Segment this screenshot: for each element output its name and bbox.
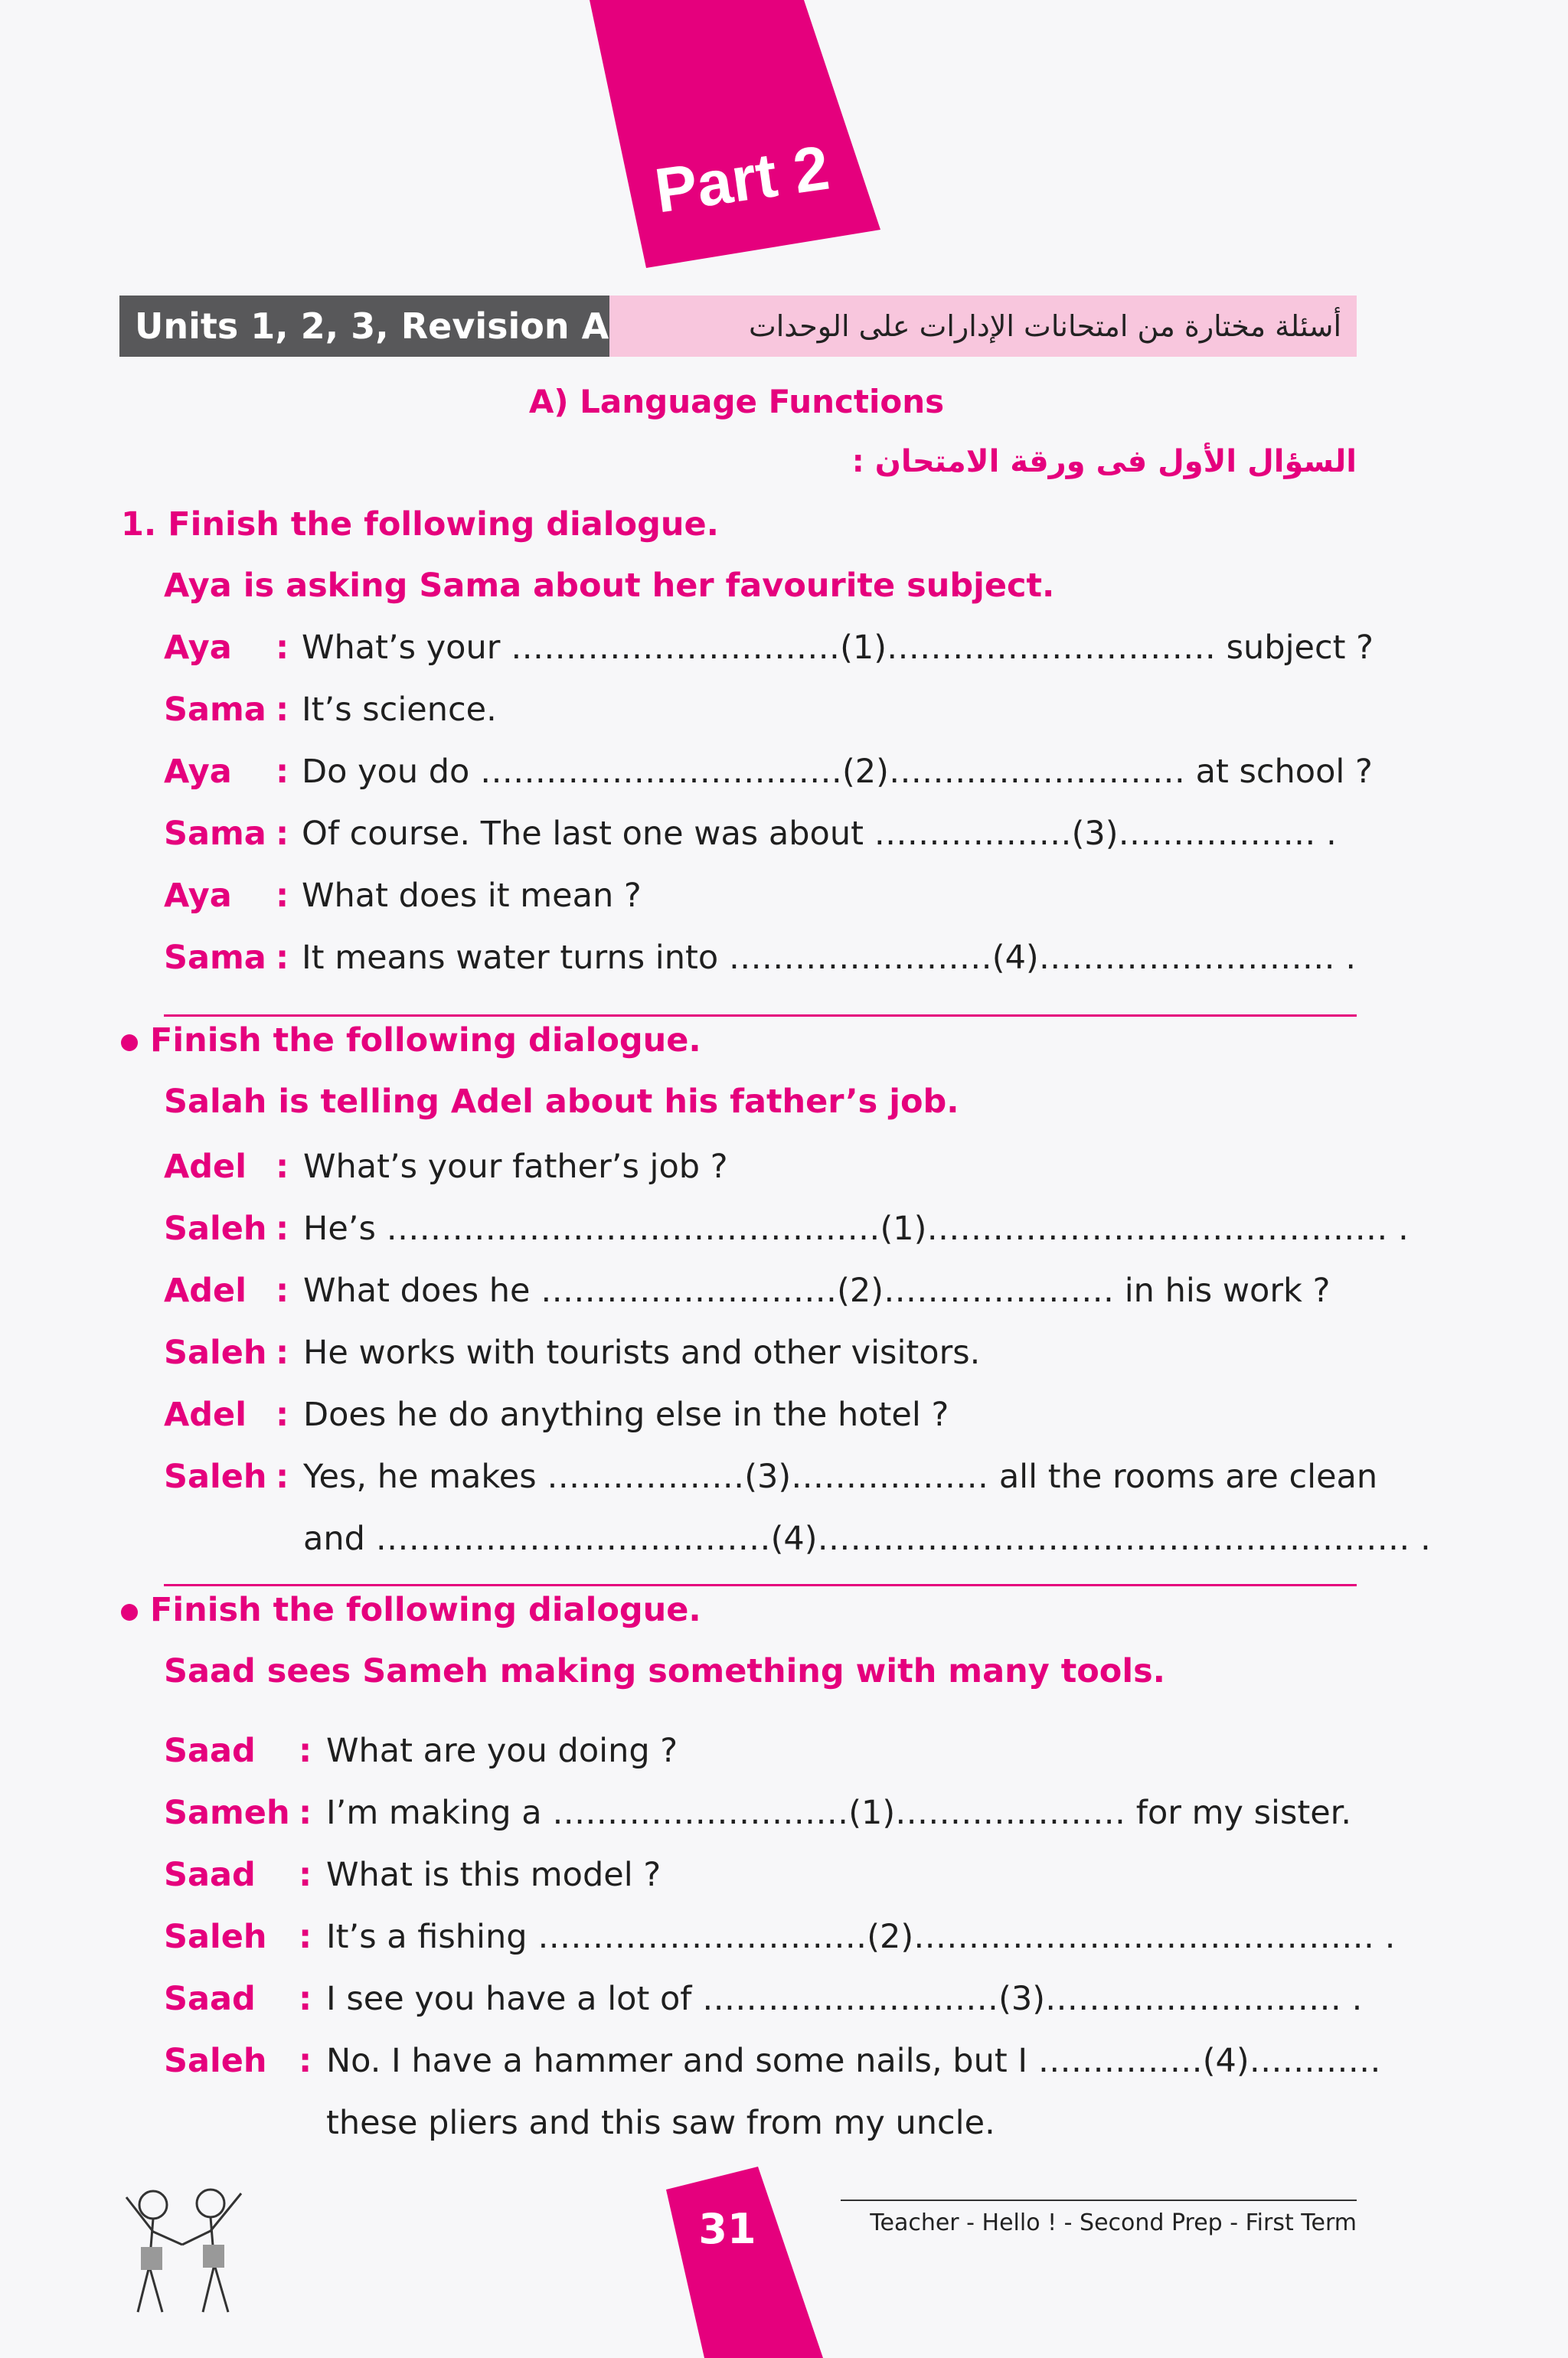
speaker: Saad (164, 1980, 256, 2018)
colon: : (276, 1210, 289, 1248)
q3-heading-text: Finish the following dialogue. (150, 1591, 701, 1629)
speaker: Saleh (164, 1918, 267, 1956)
line-text: I see you have a lot of ………………………(3)……………………… . (326, 1980, 1363, 2018)
line-text: Does he do anything else in the hotel ? (303, 1396, 949, 1434)
q1-situation: Aya is asking Sama about her favourite subject. (164, 567, 1055, 605)
colon: : (276, 691, 289, 729)
line-text: Yes, he makes ………………(3)……………… all the rooms are clean (303, 1458, 1378, 1496)
footer-text: Teacher - Hello ! - Second Prep - First Term (870, 2209, 1357, 2236)
colon: : (299, 1856, 312, 1894)
q2-heading (121, 1021, 701, 1060)
divider (164, 1584, 1357, 1586)
q1-heading: 1. Finish the following dialogue. (121, 505, 719, 544)
speaker: Aya (164, 629, 232, 667)
units-header: Units 1, 2, 3, Revision A (119, 296, 609, 357)
speaker: Sama (164, 815, 266, 853)
speaker: Saad (164, 1856, 256, 1894)
speaker: Saleh (164, 1458, 267, 1496)
speaker: Saad (164, 1732, 256, 1770)
colon: : (276, 939, 289, 977)
speaker: Saleh (164, 2042, 267, 2080)
colon: : (276, 1272, 289, 1310)
speaker: Saleh (164, 1334, 267, 1372)
line-text: I’m making a ………………………(1)………………… for my sister. (326, 1794, 1352, 1832)
part-label: Part 2 (651, 132, 834, 227)
footer-rule (841, 2200, 1357, 2201)
line-text: It’s science. (302, 691, 497, 729)
line-continuation: and ………………………………(4)……………………………………………… . (303, 1520, 1431, 1558)
colon: : (276, 753, 289, 791)
line-continuation: these pliers and this saw from my uncle. (326, 2104, 995, 2142)
kids-mascot-icon (115, 2174, 253, 2327)
banner-shape (590, 0, 880, 268)
colon: : (299, 2042, 312, 2080)
speaker: Adel (164, 1148, 247, 1186)
colon: : (276, 1148, 289, 1186)
line-text: He’s ………………………………………(1)…………………………………… . (303, 1210, 1409, 1248)
q2-situation: Salah is telling Adel about his father’s job. (164, 1083, 959, 1121)
q2-heading-text: Finish the following dialogue. (150, 1021, 701, 1060)
colon: : (276, 1334, 289, 1372)
arabic-question-label: السؤال الأول فى ورقة الامتحان : (851, 444, 1357, 479)
q3-situation: Saad sees Sameh making something with many tools. (164, 1652, 1166, 1690)
arabic-header: أسئلة مختارة من امتحانات الإدارات على الوحدات (609, 296, 1357, 357)
colon: : (276, 815, 289, 853)
line-text: What is this model ? (326, 1856, 662, 1894)
divider (164, 1014, 1357, 1017)
line-text: He works with tourists and other visitors. (303, 1334, 981, 1372)
line-text: What’s your father’s job ? (303, 1148, 728, 1186)
colon: : (299, 1794, 312, 1832)
speaker: Aya (164, 753, 232, 791)
part-banner (0, 0, 1568, 291)
page-number-shape (658, 2167, 842, 2358)
speaker: Saleh (164, 1210, 267, 1248)
bullet-icon (121, 1034, 138, 1051)
colon: : (276, 629, 289, 667)
speaker: Sameh (164, 1794, 290, 1832)
line-text: Do you do ……………………………(2)……………………… at school ? (302, 753, 1373, 791)
bullet-icon (121, 1604, 138, 1621)
colon: : (299, 1980, 312, 2018)
line-text: It’s a fishing …………………………(2)…………………………………… . (326, 1918, 1396, 1956)
speaker: Adel (164, 1272, 247, 1310)
colon: : (299, 1918, 312, 1956)
line-text: Of course. The last one was about ………………(3)……………… . (302, 815, 1337, 853)
speaker: Adel (164, 1396, 247, 1434)
line-text: What does it mean ? (302, 877, 642, 915)
q3-heading (121, 1591, 701, 1629)
speaker: Sama (164, 939, 266, 977)
colon: : (299, 1732, 312, 1770)
section-title: A) Language Functions (528, 383, 945, 420)
line-text: No. I have a hammer and some nails, but I ……………(4)………… (326, 2042, 1381, 2080)
colon: : (276, 1458, 289, 1496)
line-text: What does he ………………………(2)………………… in his work ? (303, 1272, 1331, 1310)
speaker: Aya (164, 877, 232, 915)
line-text: It means water turns into ……………………(4)……………………… . (302, 939, 1357, 977)
page-number: 31 (698, 2205, 756, 2253)
colon: : (276, 877, 289, 915)
line-text: What’s your …………………………(1)………………………… subject ? (302, 629, 1374, 667)
line-text: What are you doing ? (326, 1732, 678, 1770)
colon: : (276, 1396, 289, 1434)
speaker: Sama (164, 691, 266, 729)
